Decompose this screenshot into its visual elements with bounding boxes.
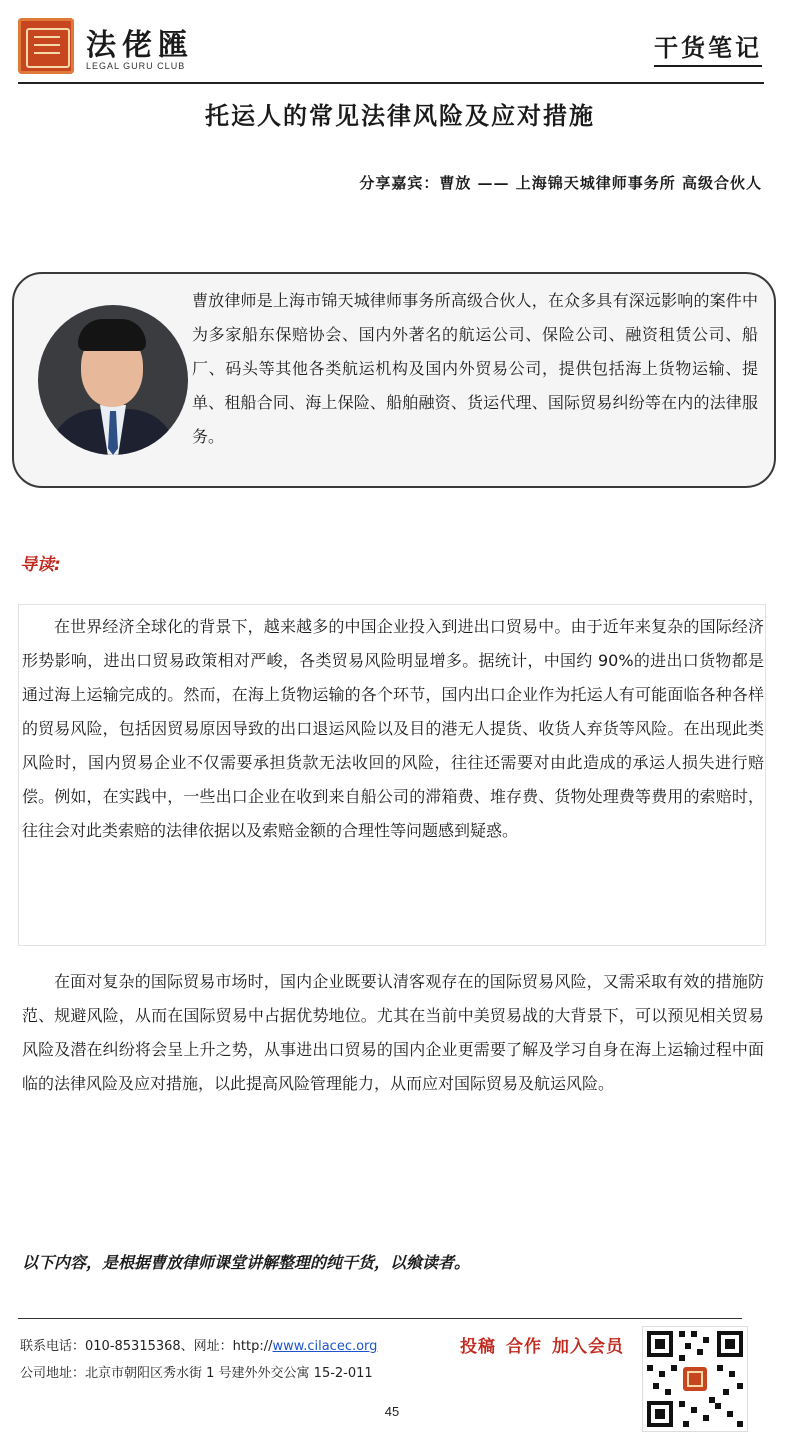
page-header	[18, 16, 764, 82]
guide-label: 导读:	[20, 555, 61, 575]
guide-paragraph-2: 在面对复杂的国际贸易市场时，国内企业既要认清客观存在的国际贸易风险，又需采取有效的措施防范、规避风险，从而在国际贸易中占据优势地位。尤其在当前中美贸易战的大背景下，可以预见相关贸易风险及潜在纠纷将会呈上升之势，从事进出口贸易的国内企业更需要了解及学习自身在海上运输过程中面临的法律风险及应对措施，以此提高风险管理能力，从而应对国际贸易及航运风险。	[22, 972, 764, 1093]
speaker-bio-text: 曹放律师是上海市锦天城律师事务所高级合伙人，在众多具有深远影响的案件中为多家船东保赔协会、国内外著名的航运公司、保险公司、融资租赁公司、船厂、码头等其他各类航运机构及国内外贸易公司，提供包括海上货物运输、提单、租船合同、海上保险、船舶融资、货运代理、国际贸易纠纷等在内的法律服务。	[192, 291, 758, 446]
speaker-avatar	[38, 305, 188, 455]
cooperate-link[interactable]: 合作	[506, 1337, 542, 1357]
article-title: 托运人的常见法律风险及应对措施	[205, 101, 595, 130]
closing-note: 以下内容，是根据曹放律师课堂讲解整理的纯干货，以飨读者。	[22, 1253, 471, 1272]
website-link[interactable]: www.cilacec.org	[272, 1339, 378, 1354]
submit-link[interactable]: 投稿	[460, 1337, 496, 1357]
address-line: 公司地址：北京市朝阳区秀水街 1 号建外外交公寓 15-2-011	[20, 1366, 373, 1381]
header-divider	[18, 82, 764, 84]
section-tag: 干货笔记	[654, 28, 762, 67]
speaker-bio-card	[12, 272, 776, 488]
cta-group	[460, 1332, 634, 1357]
logo-name-en: LEGAL GURU CLUB	[86, 61, 186, 71]
logo-icon	[18, 18, 74, 74]
contact-line	[20, 1335, 377, 1354]
speaker-line: 分享嘉宾：曹放 —— 上海锦天城律师事务所 高级合伙人	[359, 174, 762, 192]
guide-paragraph-1: 在世界经济全球化的背景下，越来越多的中国企业投入到进出口贸易中。由于近年来复杂的国际经济形势影响，进出口贸易政策相对严峻，各类贸易风险明显增多。据统计，中国约 90%的进出口货物都是通过海上运输完成的。然而，在海上货物运输的各个环节，国内出口企业作为托运人有可能面临各种各样的贸易风险，包括因贸易原因导致的出口退运风险以及目的港无人提货、收货人弃货等风险。在出现此类风险时，国内贸易企业不仅需要承担货款无法收回的风险，往往还需要对由此造成的承运人损失进行赔偿。例如，在实践中，一些出口企业在收到来自船公司的滞箱费、堆存费、货物处理费等费用的索赔时，往往会对此类索赔的法律依据以及索赔金额的合理性等问题感到疑惑。	[22, 617, 764, 840]
footer-divider	[18, 1318, 742, 1319]
logo-name-cn: 法佬匯	[86, 28, 194, 63]
join-member-link[interactable]: 加入会员	[552, 1337, 624, 1357]
page-number: 45	[384, 1404, 400, 1419]
contact-phone-label: 联系电话：010-85315368、网址：http://	[20, 1339, 273, 1354]
